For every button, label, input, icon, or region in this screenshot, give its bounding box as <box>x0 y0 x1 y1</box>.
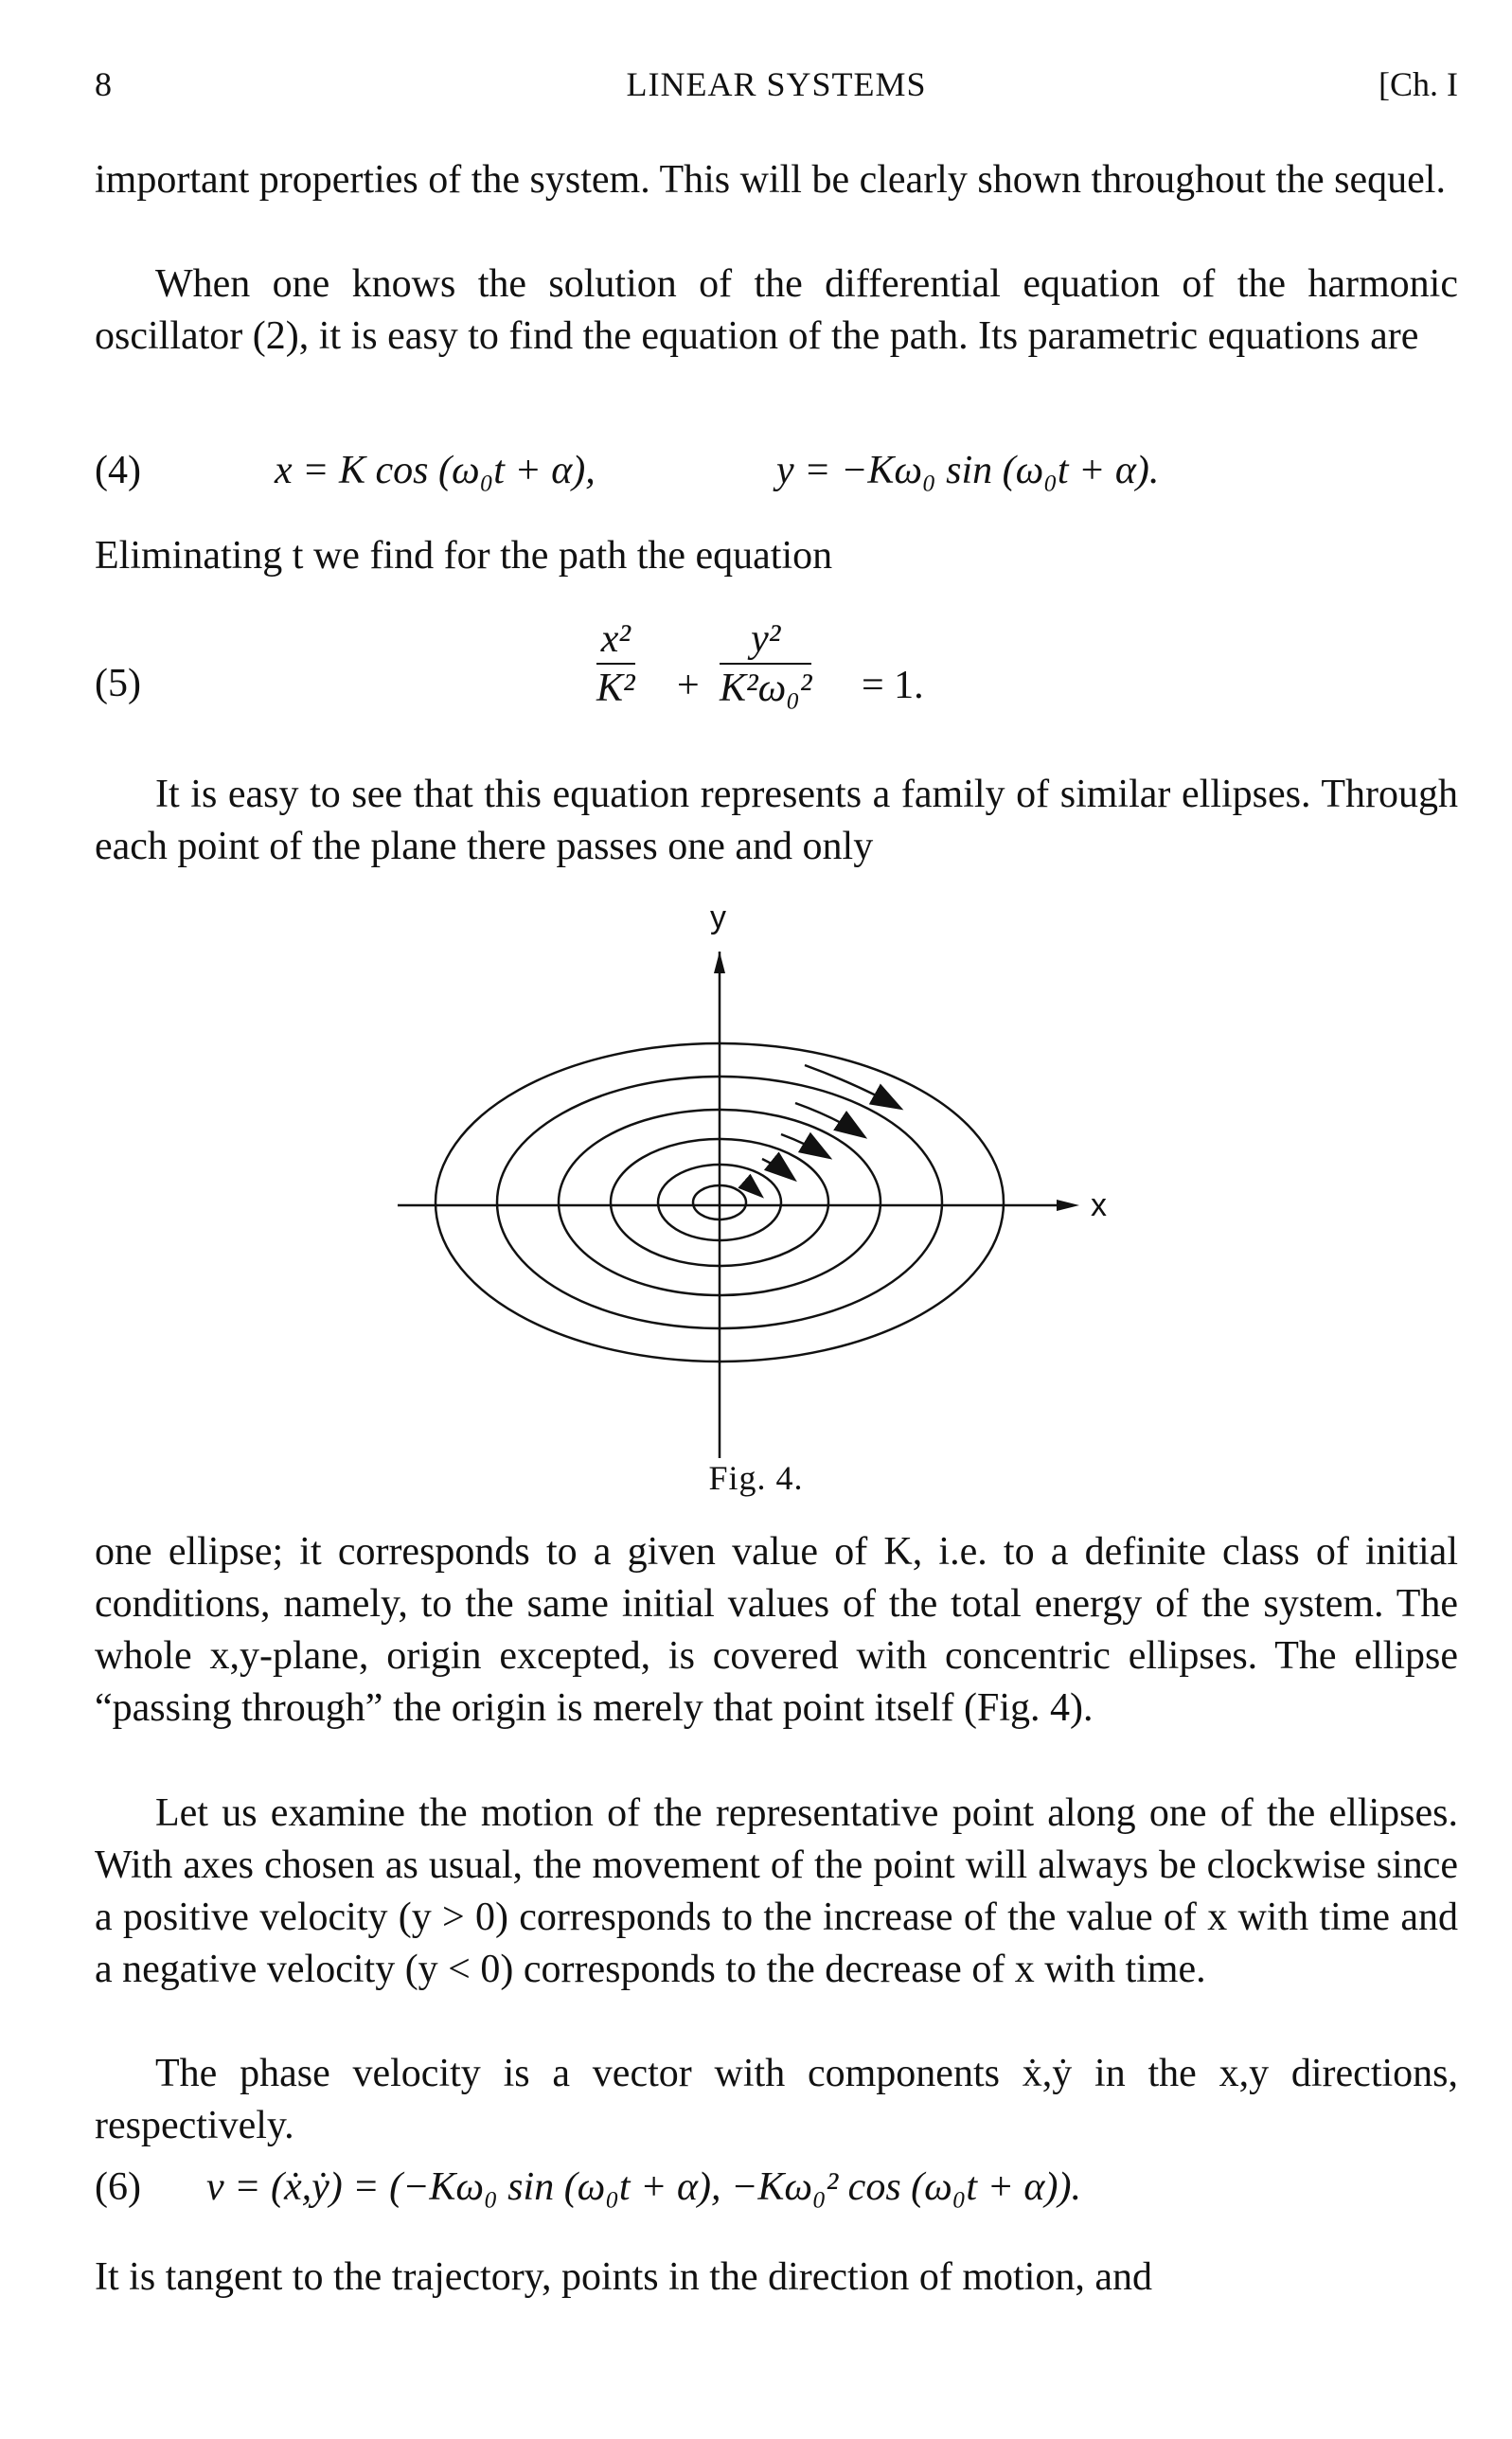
page-number: 8 <box>95 65 112 103</box>
direction-arrow-5 <box>746 1184 761 1196</box>
paragraph-7: The phase velocity is a vector with components ẋ,ẏ in the x,y directions, respectively. <box>95 2052 1458 2147</box>
direction-arrow-2 <box>795 1103 863 1136</box>
equation-4 <box>95 445 1458 502</box>
equation-5-rhs: = 1. <box>862 664 924 707</box>
paragraph-5: one ellipse; it corresponds to a given value of K, i.e. to a definite class of initial conditions, namely, to the same initial values of the total energy of the system. The whole x,y-plane, origin excepted, is covered with concentric ellipses. The ellipse “passing through” the origin is merely that point itself (Fig. 4). <box>95 1530 1458 1730</box>
paragraph-1: important properties of the system. This will be clearly shown throughout the sequel. <box>95 158 1446 202</box>
y-axis-arrow-icon <box>714 952 725 973</box>
paragraph-4: It is easy to see that this equation represents a family of similar ellipses. Through each point of the plane there passes one and only <box>95 773 1458 868</box>
paragraph-6: Let us examine the motion of the representative point along one of the ellipses. With axes chosen as usual, the movement of the point will always be clockwise since a positive velocity (y > 0) corresponds to the increase of the value of x with time and a negative velocity (y < 0) corresponds to the decrease of x with time. <box>95 1791 1458 1991</box>
fraction-x <box>596 615 635 712</box>
phase-ellipses-diagram <box>398 899 1155 1515</box>
equation-6-body: v = (ẋ,ẏ) = (−Kω₀ sin (ω₀t + α), −Kω₀² cos (ω₀t + α)). <box>206 2165 1081 2209</box>
fraction-x-denominator: K² <box>596 667 635 710</box>
equation-6-number: (6) <box>95 2165 141 2209</box>
equation-4-x: x = K cos (ω₀t + α), <box>275 449 596 492</box>
running-header <box>95 64 1458 112</box>
fraction-x-numerator: x² <box>596 615 635 665</box>
running-title: LINEAR SYSTEMS <box>626 65 927 103</box>
paragraph-3: Eliminating t we find for the path the equation <box>95 534 833 578</box>
figure-caption: Fig. 4. <box>708 1459 804 1497</box>
equation-6 <box>95 2162 1458 2218</box>
x-axis-arrow-icon <box>1057 1200 1079 1211</box>
equation-4-y: y = −Kω₀ sin (ω₀t + α). <box>776 449 1160 492</box>
fraction-y-denominator: K²ω₀² <box>720 667 812 710</box>
equation-5 <box>95 615 1458 757</box>
y-axis-label: y <box>710 899 726 935</box>
equation-5-number: (5) <box>95 662 141 705</box>
chapter-label: [Ch. I <box>1379 65 1458 103</box>
equation-4-number: (4) <box>95 449 141 492</box>
plus-sign: + <box>677 664 700 707</box>
paragraph-8: It is tangent to the trajectory, points in the direction of motion, and <box>95 2255 1153 2299</box>
paragraph-2: When one knows the solution of the differential equation of the harmonic oscillator (2), it is easy to find the equation of the path. Its parametric equations are <box>95 262 1458 358</box>
fraction-y <box>720 615 811 712</box>
fraction-y-numerator: y² <box>720 615 811 665</box>
x-axis-label: x <box>1091 1187 1107 1223</box>
figure-4 <box>398 899 1155 1515</box>
direction-arrow-4 <box>762 1159 793 1179</box>
